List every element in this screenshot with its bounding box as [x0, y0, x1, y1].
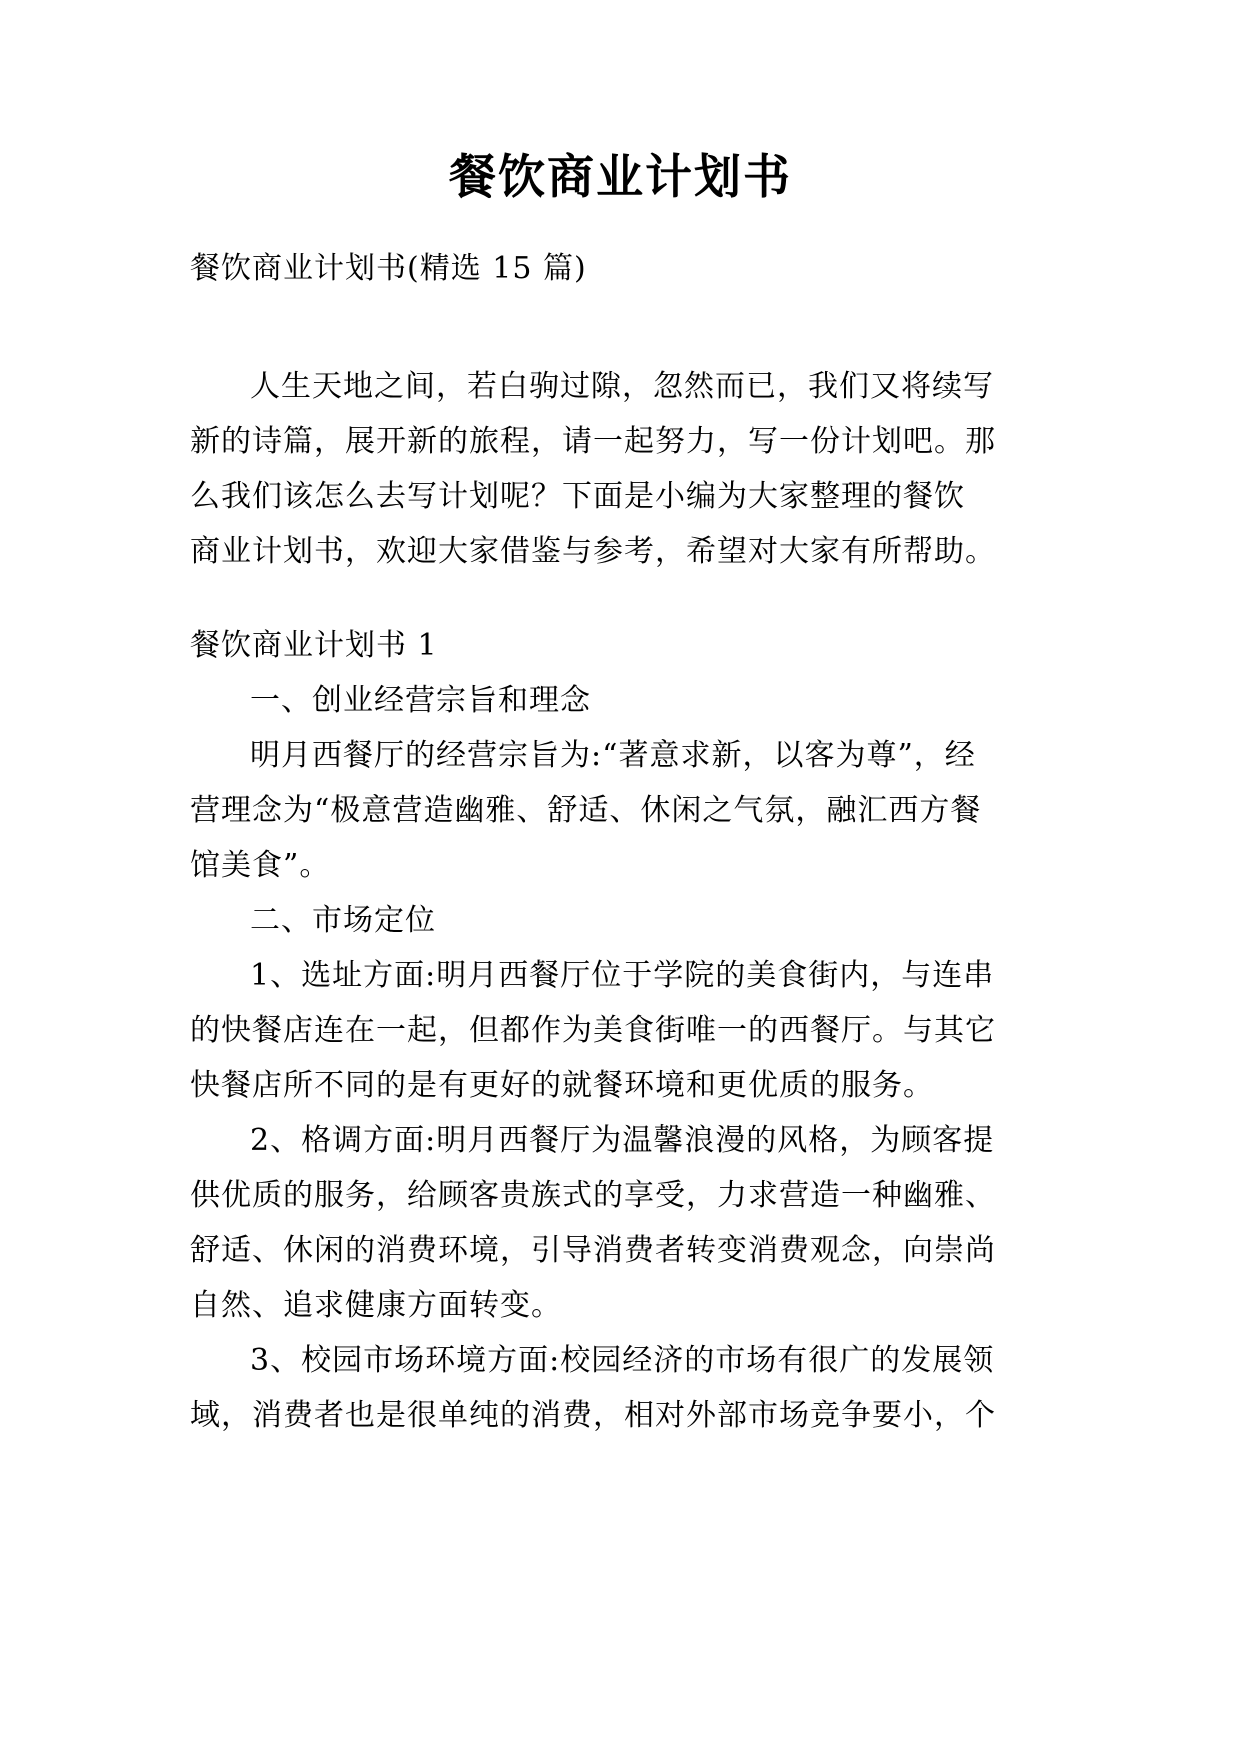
intro-line-1: 人生天地之间，若白驹过隙，忽然而已，我们又将续写	[250, 369, 994, 404]
section-title: 餐饮商业计划书 1	[190, 628, 438, 663]
paragraph-line: 明月西餐厅的经营宗旨为:“著意求新，以客为尊”，经	[250, 738, 976, 773]
intro-line-4: 商业计划书，欢迎大家借鉴与参考，希望对大家有所帮助。	[190, 534, 996, 569]
heading-market-position: 二、市场定位	[250, 903, 436, 938]
intro-line-2: 新的诗篇，展开新的旅程，请一起努力，写一份计划吧。那	[190, 424, 996, 459]
paragraph-line: 供优质的服务，给顾客贵族式的享受，力求营造一种幽雅、	[190, 1178, 996, 1213]
document-subtitle: 餐饮商业计划书(精选 15 篇)	[190, 251, 587, 286]
paragraph-line: 的快餐店连在一起，但都作为美食街唯一的西餐厅。与其它	[190, 1013, 996, 1048]
heading-business-purpose: 一、创业经营宗旨和理念	[250, 683, 591, 718]
paragraph-line: 2、格调方面:明月西餐厅为温馨浪漫的风格，为顾客提	[250, 1123, 995, 1158]
paragraph-line: 自然、追求健康方面转变。	[190, 1288, 562, 1323]
document-title: 餐饮商业计划书	[449, 150, 792, 205]
paragraph-line: 3、校园市场环境方面:校园经济的市场有很广的发展领	[250, 1343, 995, 1378]
intro-line-3: 么我们该怎么去写计划呢？下面是小编为大家整理的餐饮	[190, 479, 965, 514]
paragraph-line: 快餐店所不同的是有更好的就餐环境和更优质的服务。	[190, 1068, 934, 1103]
paragraph-line: 1、选址方面:明月西餐厅位于学院的美食街内，与连串	[250, 958, 995, 993]
paragraph-line: 馆美食”。	[190, 848, 331, 883]
paragraph-line: 营理念为“极意营造幽雅、舒适、休闲之气氛，融汇西方餐	[190, 793, 982, 828]
paragraph-line: 域，消费者也是很单纯的消费，相对外部市场竞争要小，个	[190, 1398, 996, 1433]
paragraph-line: 舒适、休闲的消费环境，引导消费者转变消费观念，向崇尚	[190, 1233, 996, 1268]
